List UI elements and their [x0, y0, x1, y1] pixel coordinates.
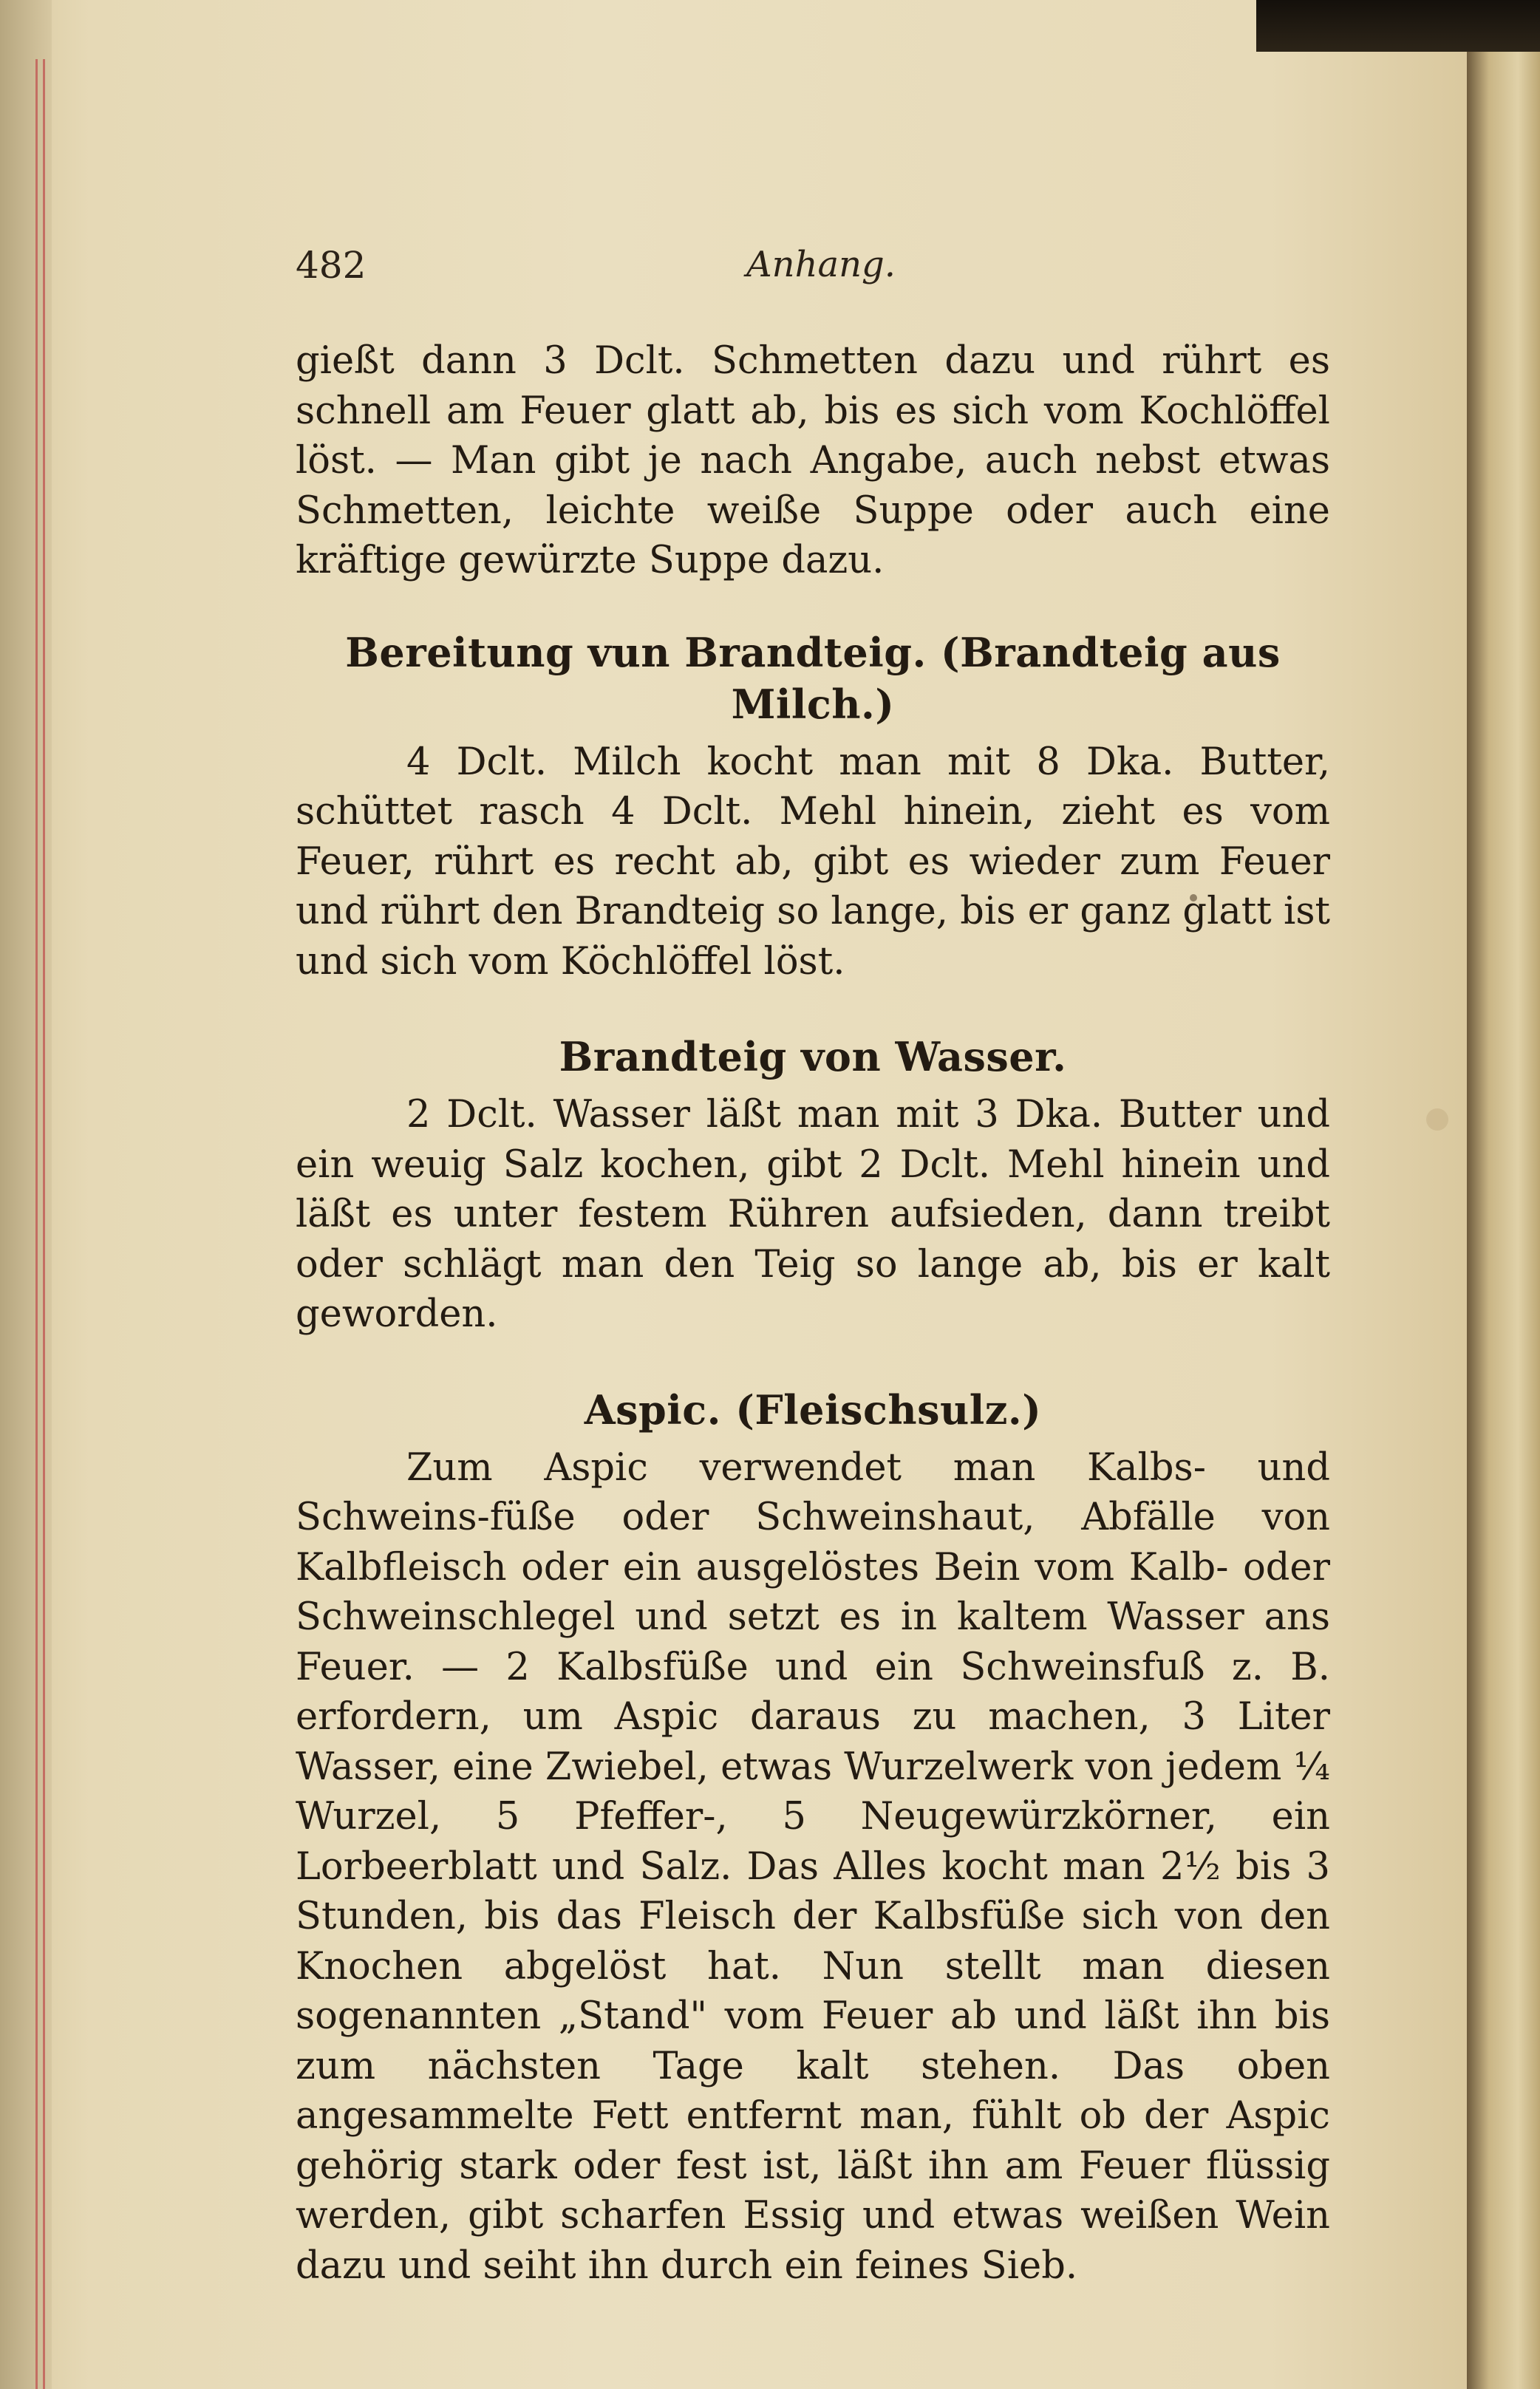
paragraph-brandteig-wasser: 2 Dclt. Wasser läßt man mit 3 Dka. Butter und ein weuig Salz kochen, gibt 2 Dclt. Mehl hinein und läßt es unter festem Rühren aufsieden, dann treibt oder schlägt man den Teig so lange ab, bis er kalt geworden.: [296, 1093, 1330, 1336]
paragraph-aspic: Zum Aspic verwendet man Kalbs- und Schweins-füße oder Schweinshaut, Abfälle von Kalbfleisch oder ein ausgelöstes Bein vom Kalb- oder Schweinschlegel und setzt es in kaltem Wasser ans Feuer. — 2 Kalbsfüße und ein Schweinsfuß z. B. erfordern, um Aspic daraus zu machen, 3 Liter Wasser, eine Zwiebel, etwas Wurzelwerk von jedem ¼ Wurzel, 5 Pfeffer-, 5 Neugewürzkörner, ein Lorbeerblatt und Salz. Das Alles kocht man 2½ bis 3 Stunden, bis das Fleisch der Kalbsfüße sich von den Knochen abgelöst hat. Nun stellt man diesen sogenannten „Stand" vom Feuer ab und läßt ihn bis zum nächsten Tage kalt stehen. Das oben angesammelte Fett entfernt man, fühlt ob der Aspic gehörig stark oder fest ist, läßt ihn am Feuer flüssig werden, gibt scharfen Essig und etwas weißen Wein dazu und seiht ihn durch ein feines Sieb.: [296, 1445, 1330, 2288]
paragraph-continuation: gießt dann 3 Dclt. Schmetten dazu und rührt es schnell am Feuer glatt ab, bis es sich vom Kochlöffel löst. — Man gibt je nach Angabe, auch nebst etwas Schmetten, leichte weiße Suppe oder auch eine kräftige gewürzte Suppe dazu.: [296, 339, 1330, 582]
body-text: [296, 336, 1330, 2291]
paragraph-brandteig-milch: 4 Dclt. Milch kocht man mit 8 Dka. Butter, schüttet rasch 4 Dclt. Mehl hinein, zieht es vom Feuer, rührt es recht ab, gibt es wieder zum Feuer und rührt den Brandteig so lange, bis er ganz glatt ist und sich vom Köchlöffel löst.: [296, 740, 1330, 984]
page-header: [296, 244, 1330, 288]
section-heading-aspic: Aspic. (Fleischsulz.): [584, 1386, 1042, 1434]
running-head: Anhang.: [746, 244, 896, 285]
section-heading-brandteig-wasser: Brandteig von Wasser.: [559, 1033, 1067, 1080]
margin-rule-outer: [35, 59, 38, 2389]
page-edge: [1467, 0, 1540, 2389]
paper-stain: [1426, 1108, 1448, 1131]
section-heading-brandteig-milch: Bereitung vun Brandteig. (Brandteig aus Milch.): [345, 628, 1281, 728]
margin-rule-inner: [43, 59, 45, 2389]
page-number: 482: [296, 244, 367, 287]
background-shadow: [1256, 0, 1540, 52]
